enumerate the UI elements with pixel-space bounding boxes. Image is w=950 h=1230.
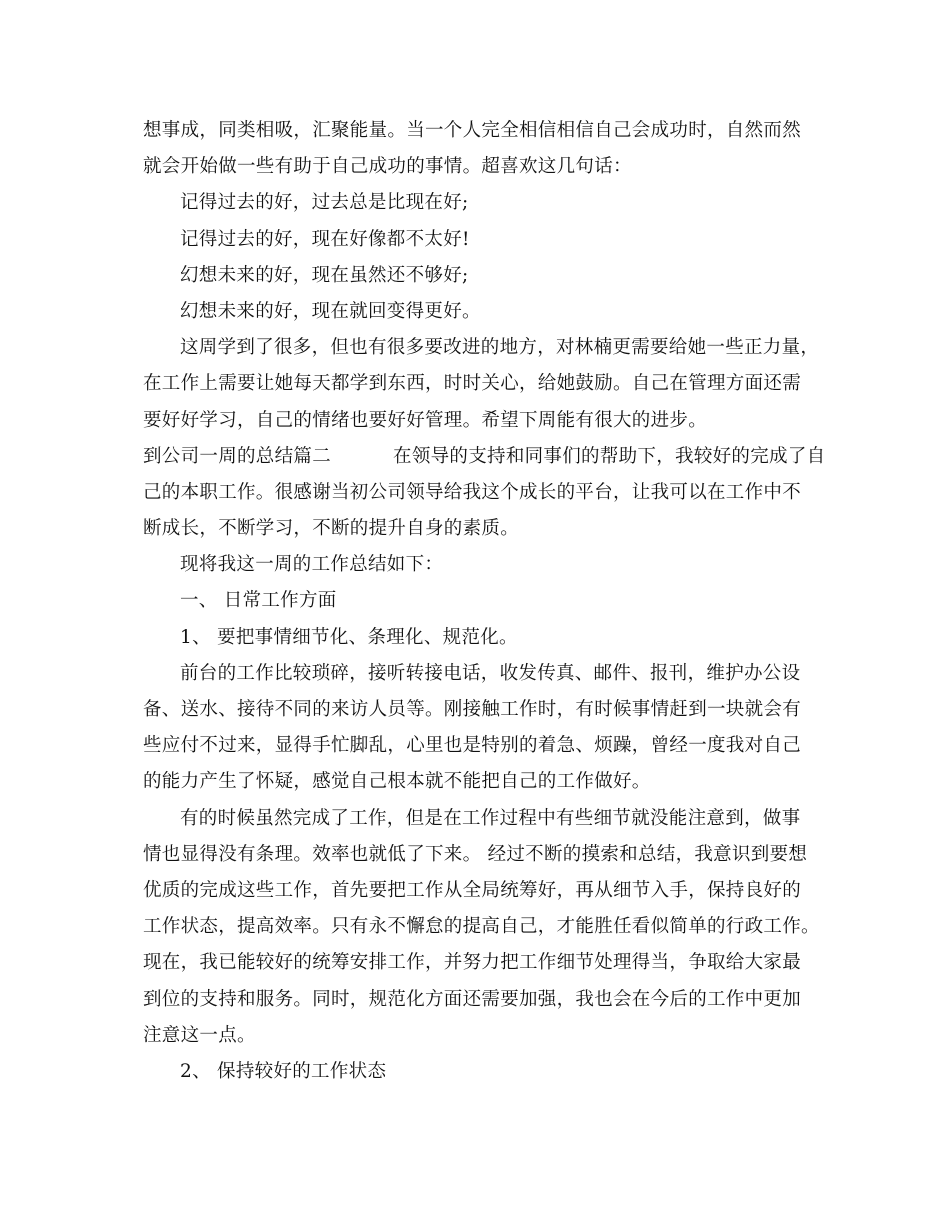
subheading-line: 2、 保持较好的工作状态 <box>180 1060 387 1082</box>
paragraph-line: 备、送水、接待不同的来访人员等。刚接触工作时，有时候事情赶到一块就会有 <box>143 699 802 720</box>
paragraph-line: 就会开始做一些有助于自己成功的事情。超喜欢这几句话： <box>143 156 632 178</box>
document-body <box>143 113 826 1090</box>
section-heading: 到公司一周的总结篇二 <box>143 445 332 467</box>
paragraph-line: 现将我这一周的工作总结如下： <box>180 554 444 576</box>
paragraph-line: 在工作上需要让她每天都学到东西，时时关心，给她鼓励。自己在管理方面还需 <box>143 373 802 395</box>
paragraph-line: 己的本职工作。很感谢当初公司领导给我这个成长的平台，让我可以在工作中不 <box>143 481 802 503</box>
quote-line: 幻想未来的好，现在就回变得更好。 <box>180 300 481 322</box>
quote-line: 记得过去的好，现在好像都不太好! <box>180 228 470 250</box>
paragraph-line: 这周学到了很多，但也有很多要改进的地方，对林楠更需要给她一些正力量， <box>180 337 820 359</box>
paragraph-line: 要好好学习，自己的情绪也要好好管理。希望下周能有很大的进步。 <box>143 409 708 431</box>
section-heading-line <box>143 439 826 475</box>
paragraph-line: 前台的工作比较琐碎，接听转接电话，收发传真、邮件、报刊，维护办公设 <box>180 662 801 684</box>
paragraph-line: 现在，我已能较好的统筹安排工作，并努力把工作细节处理得当，争取给大家最 <box>143 952 802 974</box>
quote-line: 记得过去的好，过去总是比现在好; <box>180 192 469 214</box>
paragraph-line: 有的时候虽然完成了工作，但是在工作过程中有些细节就没能注意到，做事 <box>180 807 801 829</box>
paragraph-line: 断成长，不断学习，不断的提升自身的素质。 <box>143 518 520 540</box>
paragraph-line: 优质的完成这些工作，首先要把工作从全局统筹好，再从细节入手，保持良好的 <box>143 879 802 901</box>
paragraph-line: 到位的支持和服务。同时，规范化方面还需要加强，我也会在今后的工作中更加 <box>143 988 802 1010</box>
paragraph-line: 工作状态，提高效率。只有永不懈怠的提高自己，才能胜任看似简单的行政工作。 <box>143 916 820 938</box>
paragraph-line: 些应付不过来，显得手忙脚乱，心里也是特别的着急、烦躁，曾经一度我对自己 <box>143 735 802 757</box>
subheading-line: 1、 要把事情细节化、条理化、规范化。 <box>180 626 518 648</box>
paragraph-text: 在领导的支持和同事们的帮助下，我较好的完成了自 <box>393 445 826 467</box>
paragraph-line: 的能力产生了怀疑，感觉自己根本就不能把自己的工作做好。 <box>143 771 651 793</box>
quote-line: 幻想未来的好，现在虽然还不够好; <box>180 264 469 286</box>
paragraph-line: 注意这一点。 <box>143 1024 256 1046</box>
paragraph-line: 情也显得没有条理。效率也就低了下来。 经过不断的摸索和总结，我意识到要想 <box>143 843 808 865</box>
paragraph-line: 想事成，同类相吸，汇聚能量。当一个人完全相信相信自己会成功时，自然而然 <box>143 120 802 141</box>
subheading-line: 一、 日常工作方面 <box>180 590 337 612</box>
